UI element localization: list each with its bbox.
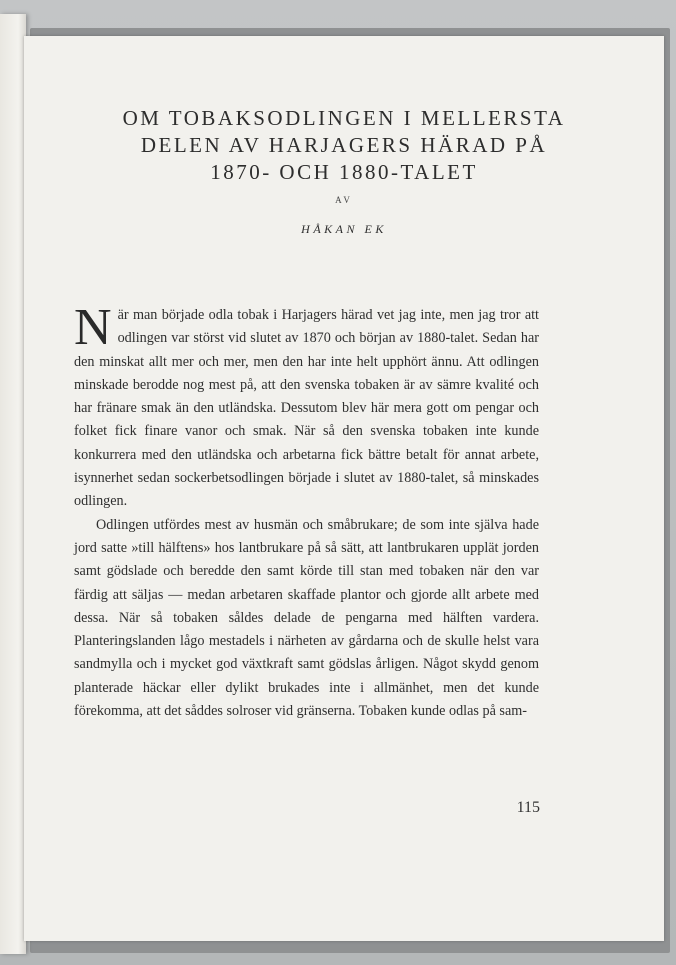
left-page-edge	[0, 14, 26, 954]
article-title	[64, 105, 624, 186]
author-name: HÅKAN EK	[301, 222, 387, 236]
drop-cap: N	[74, 299, 112, 356]
page-number: 115	[516, 799, 540, 816]
title-line-2: DELEN AV HARJAGERS HÄRAD PÅ	[140, 133, 548, 157]
title-line-3: 1870- OCH 1880-TALET	[210, 160, 478, 184]
paragraph-1-text: är man började odla tobak i Harjagers härad vet jag inte, men jag tror att odlingen var störst vid slutet av 1870 och början av 1880-talet. Sedan har den minskat allt mer och mer, men den har inte helt upphört ännu. Att odlingen minskade berodde nog mest på, att den svenska tobaken är av sämre kvalité och har fränare smak än den utländska. Dessutom blev här mera gott om pengar och folket fick finare vanor och smak. När så den svenska tobaken inte kunde konkurrera med den utländska och arbetarna fick bättre betalt för annat arbete, isynnerhet sedan sockerbetsodlingen började i slutet av 1880-talet, så minskades odlingen.	[74, 307, 539, 510]
title-line-1: OM TOBAKSODLINGEN I MELLERSTA	[122, 106, 566, 130]
paragraph-1	[74, 299, 539, 514]
article-body	[74, 299, 539, 723]
byline-label: AV	[335, 195, 353, 205]
book-page	[24, 36, 664, 941]
paragraph-2: Odlingen utfördes mest av husmän och småbrukare; de som inte själva hade jord satte »till hälftens» hos lantbrukare på så sätt, att lantbrukaren upplät jorden samt gödslade och beredde den samt körde till stan med tobaken när den var färdig att säljas — medan arbetaren skaffade plantor och gjorde allt arbete med dessa. När så tobaken såldes delade de pengarna med hälften vardera. Planteringslanden lågo mestadels i närheten av gårdarna och de skulle helst vara sandmylla och i mycket god växtkraft samt gödslas årligen. Något skydd genom planterade häckar eller dylikt brukades inte i allmänhet, men det kunde förekomma, att det såddes solroser vid gränserna. Tobaken kunde odlas på sam-	[74, 516, 539, 720]
